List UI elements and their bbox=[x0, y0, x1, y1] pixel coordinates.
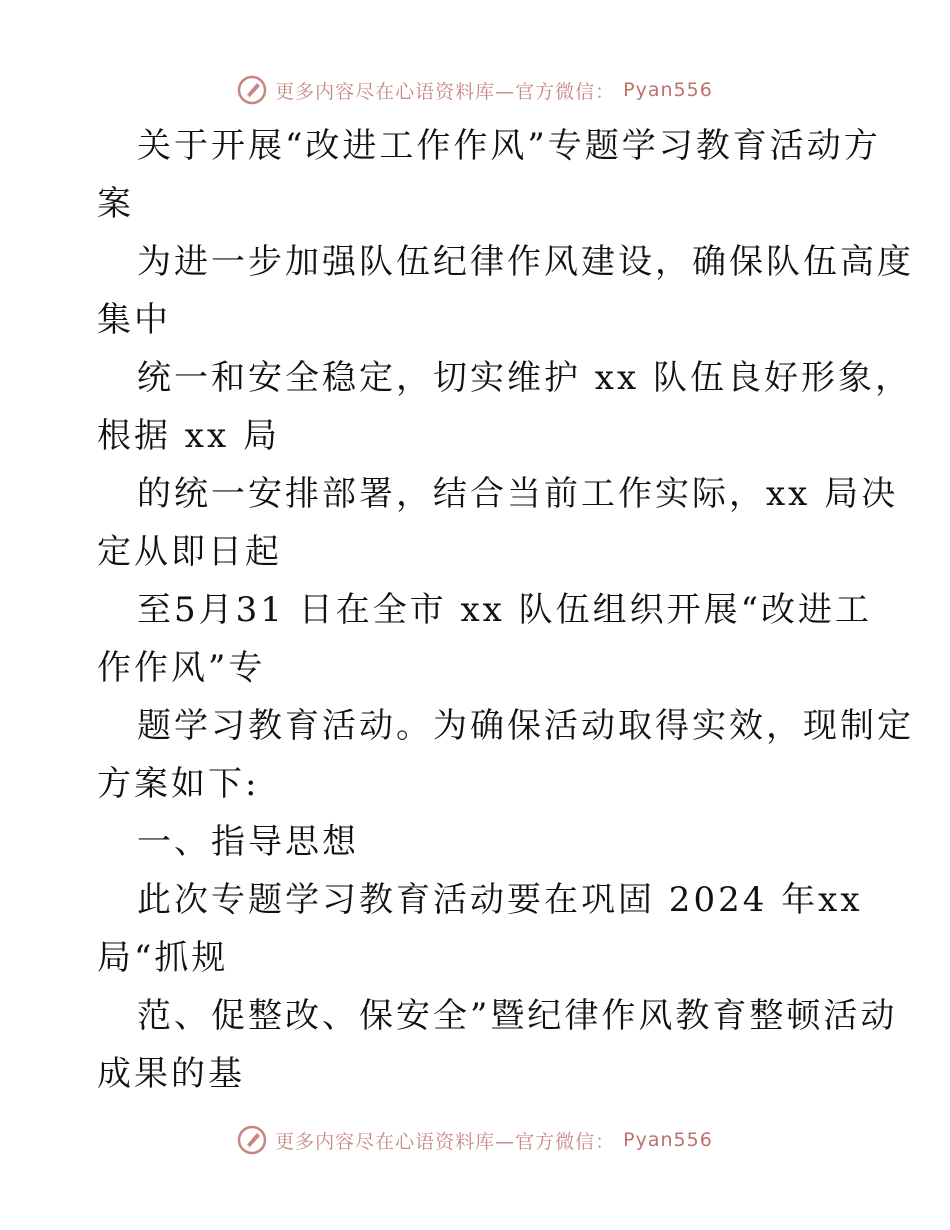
watermark-brand: Pyan556 bbox=[623, 79, 713, 101]
paragraph-line: 至5月31 日在全市 xx 队伍组织开展“改进工 bbox=[137, 590, 873, 630]
watermark-brand: Pyan556 bbox=[623, 1129, 713, 1151]
paragraph-line: 成果的基 bbox=[97, 1054, 245, 1094]
paragraph-line: 集中 bbox=[97, 300, 171, 340]
paragraph-line: 为进一步加强队伍纪律作风建设，确保队伍高度 bbox=[137, 242, 914, 282]
paragraph-line: 统一和安全稳定，切实维护 xx 队伍良好形象， bbox=[137, 358, 912, 398]
section-heading: 一、指导思想 bbox=[137, 822, 359, 862]
paragraph-line: 题学习教育活动。为确保活动取得实效，现制定 bbox=[137, 706, 914, 746]
watermark-footer bbox=[0, 1120, 950, 1160]
watermark-header bbox=[0, 70, 950, 110]
watermark-text: 更多内容尽在心语资料库—官方微信： bbox=[275, 1130, 616, 1153]
paragraph-line: 作作风”专 bbox=[97, 648, 266, 688]
title-line-1: 关于开展“改进工作作风”专题学习教育活动方 bbox=[137, 126, 881, 166]
pen-logo-icon bbox=[237, 75, 267, 105]
paragraph-line: 局“抓规 bbox=[97, 938, 229, 978]
paragraph-line: 根据 xx 局 bbox=[97, 416, 280, 456]
paragraph-line: 定从即日起 bbox=[97, 532, 282, 572]
paragraph-line: 范、促整改、保安全”暨纪律作风教育整顿活动 bbox=[137, 996, 898, 1036]
paragraph-line: 的统一安排部署，结合当前工作实际，xx 局决 bbox=[137, 474, 899, 514]
title-line-2: 案 bbox=[97, 184, 134, 224]
watermark-text: 更多内容尽在心语资料库—官方微信： bbox=[275, 80, 616, 103]
paragraph-line: 此次专题学习教育活动要在巩固 2024 年xx bbox=[137, 880, 863, 920]
pen-logo-icon bbox=[237, 1125, 267, 1155]
paragraph-line: 方案如下: bbox=[97, 764, 260, 804]
